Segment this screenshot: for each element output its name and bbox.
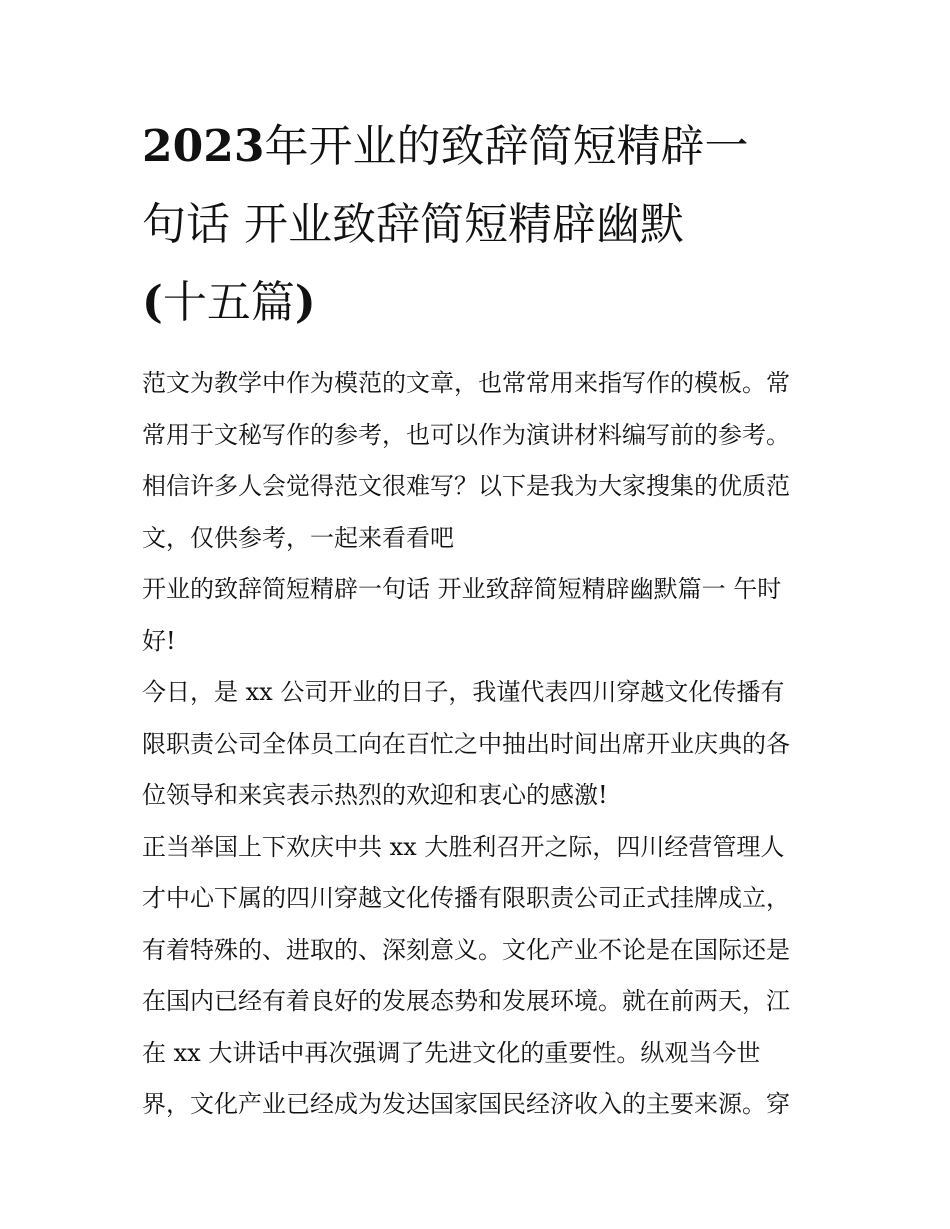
paragraph-line: 文，仅供参考，一起来看看吧 — [142, 523, 454, 552]
paragraph-line: 正当举国上下欢庆中共 xx 大胜利召开之际，四川经营管理人 — [142, 832, 785, 861]
paragraph-line: 限职责公司全体员工向在百忙之中抽出时间出席开业庆典的各 — [142, 729, 790, 758]
paragraph-line: 好! — [142, 626, 176, 655]
title-year: 2023 — [142, 121, 265, 172]
title-line-2-text: 句话 开业致辞简短精辟幽默 — [142, 199, 684, 250]
document-title — [142, 108, 814, 342]
paragraph-intro — [142, 358, 814, 564]
title-close-paren: ) — [294, 277, 316, 328]
paragraph-line: 开业的致辞简短精辟一句话 开业致辞简短精辟幽默篇一 午时 — [142, 575, 782, 603]
paragraph-line: 常用于文秘写作的参考，也可以作为演讲材料编写前的参考。 — [142, 420, 790, 449]
paragraph-welcome — [142, 667, 814, 822]
paragraph-line: 有着特殊的、进取的、深刻意义。文化产业不论是在国际还是 — [142, 935, 790, 964]
title-line-3 — [142, 264, 814, 342]
paragraph-line: 在国内已经有着良好的发展态势和发展环境。就在前两天，江 — [142, 987, 790, 1015]
paragraph-line: 今日，是 xx 公司开业的日子，我谨代表四川穿越文化传播有 — [142, 678, 785, 706]
paragraph-line: 在 xx 大讲话中再次强调了先进文化的重要性。纵观当今世 — [142, 1038, 761, 1067]
paragraph-line: 才中心下属的四川穿越文化传播有限职责公司正式挂牌成立， — [142, 884, 790, 912]
title-line-1-text: 年开业的致辞简短精辟一 — [264, 121, 749, 172]
paragraph-line: 位领导和来宾表示热烈的欢迎和衷心的感激! — [142, 781, 608, 809]
document-page — [142, 108, 814, 1131]
document-body — [142, 358, 814, 1131]
paragraph-section-heading — [142, 564, 814, 667]
title-line-3-text: 十五篇 — [162, 277, 295, 328]
title-open-paren: ( — [142, 277, 163, 328]
title-line-1 — [142, 108, 814, 186]
title-line-2 — [142, 186, 814, 264]
paragraph-significance — [142, 822, 814, 1131]
paragraph-line: 界，文化产业已经成为发达国家国民经济收入的主要来源。穿 — [142, 1090, 790, 1118]
paragraph-line: 相信许多人会觉得范文很难写？以下是我为大家搜集的优质范 — [142, 472, 790, 500]
paragraph-line: 范文为教学中作为模范的文章，也常常用来指写作的模板。常 — [142, 369, 790, 397]
